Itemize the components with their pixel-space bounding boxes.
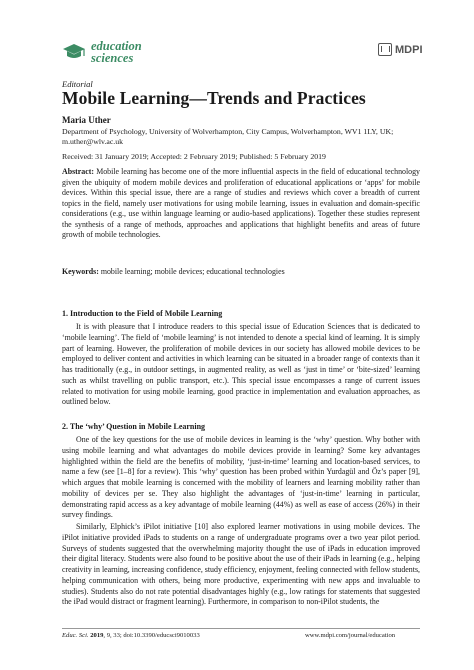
article-title: Mobile Learning—Trends and Practices [62, 88, 366, 108]
citation-journal: Educ. Sci. [62, 632, 89, 639]
keywords [62, 267, 285, 276]
citation-details: , 9, 33; doi:10.3390/educsci9010033 [103, 632, 200, 639]
publication-dates: Received: 31 January 2019; Accepted: 2 February 2019; Published: 5 February 2019 [62, 152, 326, 161]
section-1-paragraph-1: It is with pleasure that I introduce readers to this special issue of Education Sciences that is dedicated to ‘mobile learning’. The field of ‘mobile learning’ is not intended to denote a special kind of learning. It is simply part of learning. However, the proliferation of mobile devices in our society has allowed mobile devices to be employed to deliver content and activities in which learning can be situated in a broader range of contexts than it has traditionally (e.g., in outdoor settings, in augmented reality, as well as ‘just in time’ or ‘bite-sized’ learning such as whilst travelling on public transport, etc.). This special issue encompasses a range of current issues related to motivation for using mobile learning, good practice in implementation and evaluation approaches, as outlined below. [62, 322, 420, 407]
section-2-paragraph-2: Similarly, Elphick’s iPilot initiative [10] also explored learner motivations in using mobile devices. The iPilot initiative provided iPads to students on a range of undergraduate programs over a two year pilot period. Surveys of students suggested that the overwhelming majority thought the use of iPads in education improved their digital literacy. Students were also found to be positive about the use of their iPads in learning (e.g., helping creativity in learning, increasing confidence, study efficiency, enjoyment, feeling connected with fellow students, helping communication with others, being more productive, experimenting with new apps and invaluable to studies). Students also do not rate potential disadvantages highly (e.g., low ratings for statements that suggested the iPad would distract or fragment learning). Furthermore, in comparison to non-iPilot students, the [62, 522, 420, 607]
journal-name-line1: education [91, 39, 142, 53]
footer-journal-url[interactable]: www.mdpi.com/journal/education [305, 632, 396, 639]
journal-logo [62, 40, 142, 64]
section-2-heading: 2. The ‘why’ Question in Mobile Learning [62, 422, 206, 431]
article-type: Editorial [62, 79, 93, 89]
citation-year: 2019 [90, 632, 104, 639]
journal-name-line2: sciences [91, 51, 134, 65]
footer-divider [62, 628, 420, 629]
mdpi-icon [378, 43, 392, 56]
graduation-cap-icon [62, 42, 86, 62]
section-2-paragraph-1: One of the key questions for the use of mobile devices in learning is the ‘why’ question. Why bother with using mobile learning and what advantages do mobile devices provide in learning? Some key advantages highlighted within the field are the benefits of mobility, ‘just-in-time’ learning and location-based services, to name a few (see [1–8] for a review). This ‘why’ question has been probed within Yurdagül and Öz’s paper [9], which argues that mobile learning is concerned with the mobility of learners and learning mobility rather than mobility of devices per se. They also highlight the advantages of ‘just-in-time’ learning in particular, demonstrating rapid access as a key advantage of mobile learning (44%) as well as ease of access (26%) in their survey findings. [62, 435, 420, 520]
section-1-heading: 1. Introduction to the Field of Mobile Learning [62, 309, 223, 318]
author-email: m.uther@wlv.ac.uk [62, 137, 124, 146]
publisher-name: MDPI [395, 43, 423, 56]
author-name: Maria Uther [62, 115, 111, 125]
footer-citation [62, 632, 200, 639]
keywords-text: mobile learning; mobile devices; educational technologies [100, 267, 285, 276]
abstract [62, 167, 420, 241]
affiliation-text: Department of Psychology, University of Wolverhampton, City Campus, Wolverhampton, WV1 1LY, UK; [62, 127, 394, 136]
abstract-label: Abstract: [62, 167, 94, 176]
keywords-label: Keywords: [62, 267, 99, 276]
author-affiliation [62, 127, 424, 147]
publisher-logo [378, 43, 423, 56]
abstract-text: Mobile learning has become one of the more influential aspects in the field of educational technology given the ubiquity of modern mobile devices and proliferation of educational applications or ‘apps’ for mobile devices. Within this special issue, there are a range of studies and reviews which cover a breadth of current topics in the field, namely user motivations for using mobile learning, issues in evaluation and domain-specific considerations (e.g., use within language learning or audio-based applications). Together these studies represent the synthesis of a range of methods, approaches and applications that highlight benefits and areas of future growth of mobile technologies. [62, 167, 421, 239]
